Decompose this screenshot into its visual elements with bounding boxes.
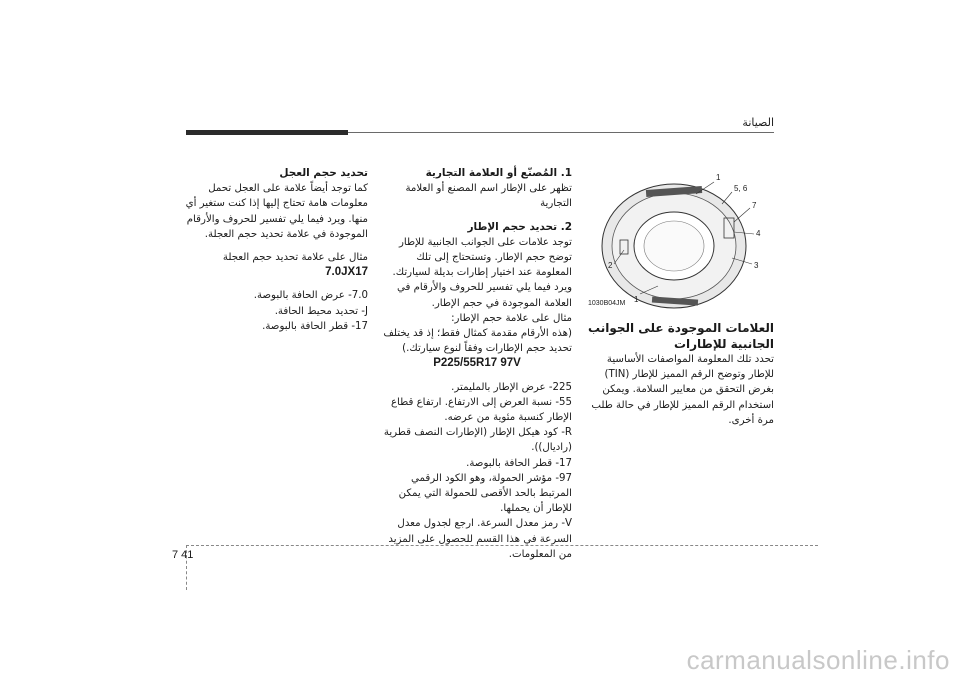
wheel-size-text: كما توجد أيضاً علامة على العجل تحمل معلومات هامة تحتاج إليها إذا كنت ستغير أي منها. ويرد فيما يلي تفسير للحروف والأرقام الموجودة في علامة تحديد حجم العجلة. <box>185 183 368 240</box>
tire-size-text: توجد علامات على الجوانب الجانبية للإطار توضح حجم الإطار. وتستحتاج إلى تلك المعلومة عند اختيار إطارات بديلة لسيارتك. ويرد فيما يلي تفسير للحروف والأرقام في العلامة الموجودة في حجم الإطار. <box>392 236 572 309</box>
tire-size-example-note: (هذه الأرقام مقدمة كمثال فقط؛ إذ قد يختلف تحديد حجم الإطارات وفقاً لنوع سيارتك.) <box>383 328 572 355</box>
column-middle <box>382 166 572 562</box>
tire-size-item: 225- عرض الإطار بالمليمتر. <box>451 381 572 393</box>
callout-5-6: 5, 6 <box>734 184 748 193</box>
tire-size-item: R- كود هيكل الإطار (الإطارات النصف قطرية (راديال)). <box>383 427 572 454</box>
manufacturer-heading: 1. المُصنّع أو العلامة التجارية <box>425 167 572 179</box>
wheel-size-heading: تحديد حجم العجل <box>279 167 368 179</box>
wheel-size-item: 17- قطر الحافة بالبوصة. <box>262 320 368 332</box>
column-left <box>184 166 368 334</box>
tire-size-example-intro: مثال على علامة حجم الإطار: <box>451 312 572 324</box>
tire-size-item: 17- قطر الحافة بالبوصة. <box>466 457 572 469</box>
callout-1-bottom: 1 <box>634 295 639 304</box>
tire-size-example-code-row <box>382 356 572 371</box>
wheel-size-example-intro: مثال على علامة تحديد حجم العجلة <box>222 252 368 264</box>
sidewall-markings-heading: العلامات الموجودة على الجوانب الجانبية للإطارات <box>588 321 774 351</box>
wheel-size-item: 7.0- عرض الحافة بالبوصة. <box>253 290 368 302</box>
header-rule-thin <box>348 132 774 133</box>
tire-size-example-code: P225/55R17 97V <box>433 357 521 370</box>
footer-rule <box>186 545 818 546</box>
tire-sidewall-figure <box>584 170 774 315</box>
header-rule-thick <box>186 130 348 135</box>
column-right <box>586 320 774 428</box>
callout-3: 3 <box>754 261 759 270</box>
callout-4: 4 <box>756 229 761 238</box>
tire-size-heading: 2. تحديد حجم الإطار <box>467 220 572 233</box>
figure-code: 1030B04JM <box>588 300 626 307</box>
page-number: 7 41 <box>172 549 194 561</box>
wheel-size-example-code-row <box>184 265 368 280</box>
tire-size-item: V- رمز معدل السرعة. ارجع لجدول معدل السرعة في هذا القسم للحصول على المزيد من المعلومات. <box>388 518 572 560</box>
callout-2: 2 <box>608 261 613 270</box>
callout-7: 7 <box>752 201 757 210</box>
sidewall-markings-body: تحدد تلك المعلومة المواصفات الأساسية للإطار وتوضح الرقم المميز للإطار (TIN) بغرض التحقق من معايير السلامة. ويمكن استخدام الرقم المميز للإطار في حالة طلب مرة أخرى. <box>591 354 774 426</box>
wheel-size-item: J- تحديد محيط الحافة. <box>274 305 368 317</box>
tire-size-item: 55- نسبة العرض إلى الارتفاع. ارتفاع قطاع الإطار كنسبة مئوية من عرضه. <box>390 396 572 424</box>
manufacturer-text: تظهر على الإطار اسم المصنع أو العلامة التجارية <box>405 183 572 210</box>
tire-size-item: 97- مؤشر الحمولة، وهو الكود الرقمي المرتبط بالحد الأقصى للحمولة التي يمكن للإطار أن يحملها. <box>398 472 572 515</box>
tire-graphic <box>602 184 746 308</box>
section-title: الصيانة <box>742 116 774 129</box>
callout-1-top: 1 <box>716 173 721 182</box>
wheel-size-example-code: 7.0JX17 <box>325 266 368 279</box>
watermark: carmanualsonline.info <box>686 645 950 675</box>
